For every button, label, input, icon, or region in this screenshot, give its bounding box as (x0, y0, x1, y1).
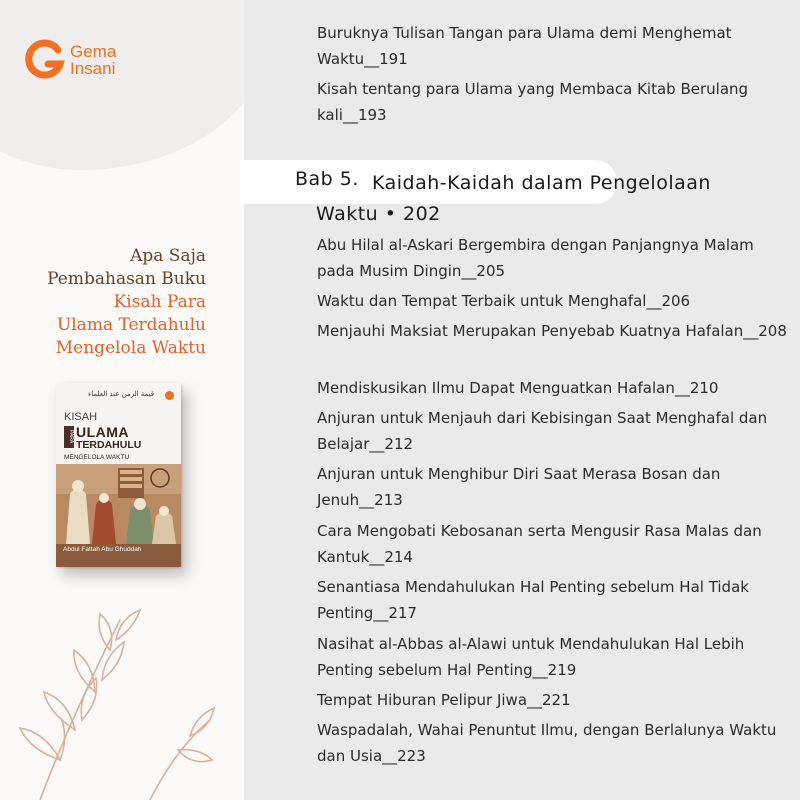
toc-entry: Kisah tentang para Ulama yang Membaca Kitab Berulang kali__193 (317, 80, 749, 124)
promo-line1: Apa Saja (130, 246, 206, 266)
book-kisah: KISAH (64, 411, 98, 423)
book-cover (56, 383, 181, 567)
toc-entry: Buruknya Tulisan Tangan para Ulama demi Menghemat Waktu__191 (317, 24, 732, 68)
book-ulama: ULAMA (76, 424, 130, 440)
left-panel (0, 0, 244, 800)
brand-line2: Insani (70, 59, 116, 78)
book-mengelola: MENGELOLA WAKTU (64, 454, 130, 461)
toc-entry: Mendiskusikan Ilmu Dapat Menguatkan Hafalan__210 (317, 379, 719, 397)
promo-line5: Mengelola Waktu (55, 338, 206, 358)
right-panel-toc (244, 0, 800, 800)
toc-entry: Abu Hilal al-Askari Bergembira dengan Panjangnya Malam pada Musim Dingin__205 (317, 236, 754, 280)
decorative-blob (0, 0, 244, 170)
book-logo-icon (165, 391, 174, 400)
book-author: Abdul Fattah Abu Ghuddah (63, 546, 142, 553)
decorative-leaf-branch-icon (0, 600, 244, 800)
promo-line2: Pembahasan Buku (47, 269, 206, 289)
brand-line1: Gema (70, 42, 117, 61)
brand-logo (24, 38, 116, 82)
chapter-title-line1: Kaidah-Kaidah dalam Pengelolaan (372, 172, 711, 194)
toc-entry: Waktu dan Tempat Terbaik untuk Menghafal__206 (317, 292, 691, 310)
toc-entry: Menjauhi Maksiat Merupakan Penyebab Kuatnya Hafalan__208 (317, 322, 787, 340)
promo-line3: Kisah Para (113, 292, 206, 312)
toc-entry: Cara Mengobati Kebosanan serta Mengusir Rasa Malas dan Kantuk__214 (317, 522, 762, 566)
promo-heading (0, 245, 244, 360)
toc-entry: Waspadalah, Wahai Penuntut Ilmu, dengan Berlalunya Waktu dan Usia__223 (317, 721, 777, 765)
toc-entry: Anjuran untuk Menjauh dari Kebisingan Saat Menghafal dan Belajar__212 (317, 409, 768, 453)
toc-entry: Senantiasa Mendahulukan Hal Penting sebelum Hal Tidak Penting__217 (317, 578, 749, 622)
chapter-number: Bab 5. (295, 168, 359, 190)
book-arabic-title: قيمة الزمن عند العلماء (88, 390, 155, 398)
toc-entry: Tempat Hiburan Pelipur Jiwa__221 (317, 691, 571, 709)
toc-entry: Anjuran untuk Menghibur Diri Saat Merasa Bosan dan Jenuh__213 (317, 465, 721, 509)
book-cover-illustration (56, 464, 181, 544)
book-para: PARA (64, 426, 74, 448)
toc-entry: Nasihat al-Abbas al-Alawi untuk Mendahulukan Hal Lebih Penting sebelum Hal Penting__219 (317, 635, 745, 679)
promo-line4: Ulama Terdahulu (56, 315, 206, 335)
chapter-title-line2: Waktu • 202 (316, 203, 441, 225)
gema-insani-logo-icon (24, 38, 68, 82)
book-terdahulu: TERDAHULU (76, 439, 142, 451)
